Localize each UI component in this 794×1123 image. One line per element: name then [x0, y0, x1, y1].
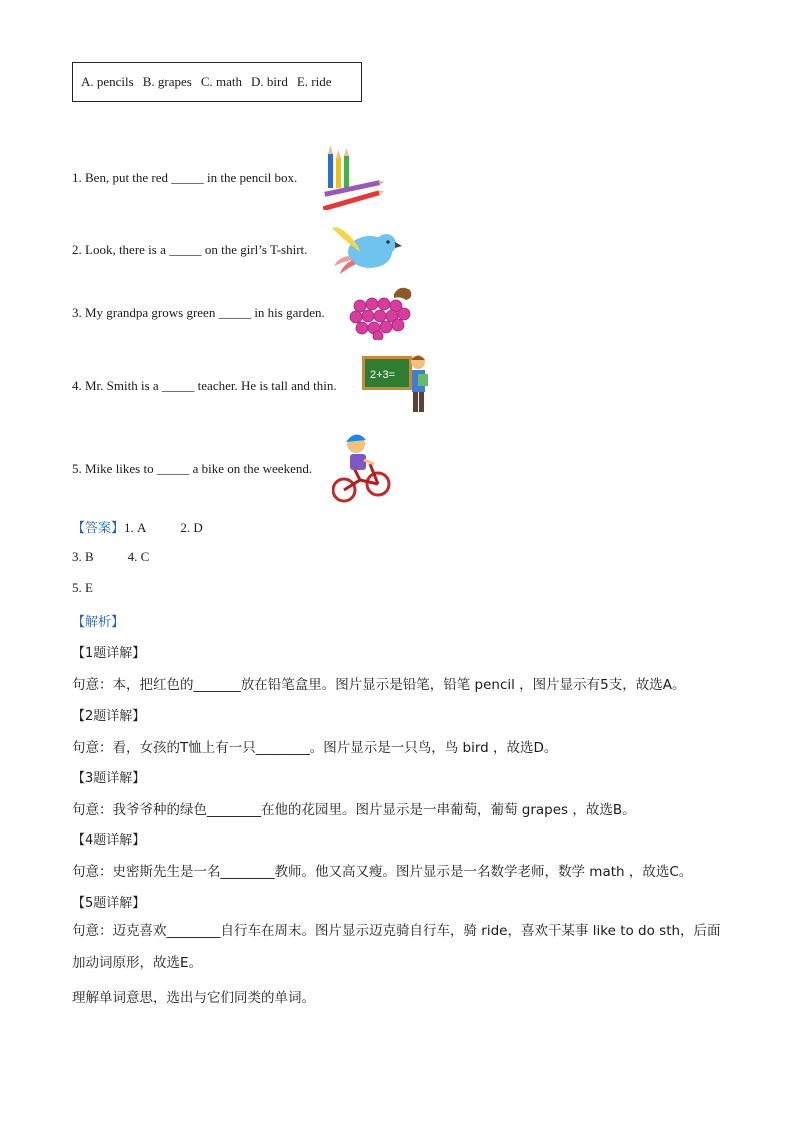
answer-row-2 — [72, 549, 149, 565]
question-4: 4. Mr. Smith is a _____ teacher. He is tall and thin. — [72, 378, 337, 393]
detail-3-heading: 【3题详解】 — [72, 771, 146, 786]
answer-5: 5. E — [72, 580, 93, 595]
pencils-illustration — [318, 142, 386, 210]
word-option-e: E. ride — [296, 74, 332, 89]
word-option-b: B. grapes — [142, 74, 192, 89]
answer-row-3 — [72, 580, 93, 596]
answer-2: 2. D — [180, 520, 203, 535]
detail-3-text: 句意：我爷爷种的绿色________在他的花园里。图片显示是一串葡萄，葡萄 grapes ，故选B。 — [72, 802, 636, 818]
math-teacher-illustration — [362, 352, 436, 414]
detail-4-heading: 【4题详解】 — [72, 833, 146, 848]
word-option-c: C. math — [200, 74, 242, 89]
answer-4: 4. C — [127, 549, 150, 564]
detail-5-text: 句意：迈克喜欢________自行车在周末。图片显示迈克骑自行车，骑 ride，喜欢干某事 like to do sth，后面加动词原形，故选E。 — [72, 923, 721, 971]
detail-2-heading: 【2题详解】 — [72, 709, 146, 724]
detail-2-text: 句意：看，女孩的T恤上有一只________。图片显示是一只鸟，鸟 bird ，故选D。 — [72, 740, 558, 756]
answer-label: 【答案】 — [72, 521, 125, 536]
closing-note: 理解单词意思，选出与它们同类的单词。 — [72, 990, 315, 1006]
word-bank-box — [72, 62, 362, 102]
question-3: 3. My grandpa grows green _____ in his garden. — [72, 305, 325, 320]
question-2: 2. Look, there is a _____ on the girl’s T-shirt. — [72, 242, 308, 257]
answer-row-1 — [72, 517, 203, 536]
answer-1: 1. A — [124, 520, 147, 535]
word-option-a: A. pencils — [81, 74, 134, 89]
analysis-heading: 【解析】 — [72, 615, 125, 630]
grapes-illustration — [348, 284, 418, 340]
question-1: 1. Ben, put the red _____ in the pencil box. — [72, 170, 298, 185]
detail-1-heading: 【1题详解】 — [72, 646, 146, 661]
detail-4-text: 句意：史密斯先生是一名________教师。他又高又瘦。图片显示是一名数学老师，数学 math ，故选C。 — [72, 864, 693, 880]
detail-5-heading: 【5题详解】 — [72, 896, 146, 911]
bird-illustration — [330, 222, 402, 276]
board-text: 2+3= — [370, 369, 396, 381]
bike-rider-illustration — [332, 428, 392, 506]
answer-3: 3. B — [72, 549, 94, 564]
word-option-d: D. bird — [251, 74, 288, 89]
detail-1-text: 句意：本，把红色的_______放在铅笔盒里。图片显示是铅笔，铅笔 pencil ，图片显示有5支，故选A。 — [72, 677, 686, 693]
question-5: 5. Mike likes to _____ a bike on the weekend. — [72, 461, 313, 476]
